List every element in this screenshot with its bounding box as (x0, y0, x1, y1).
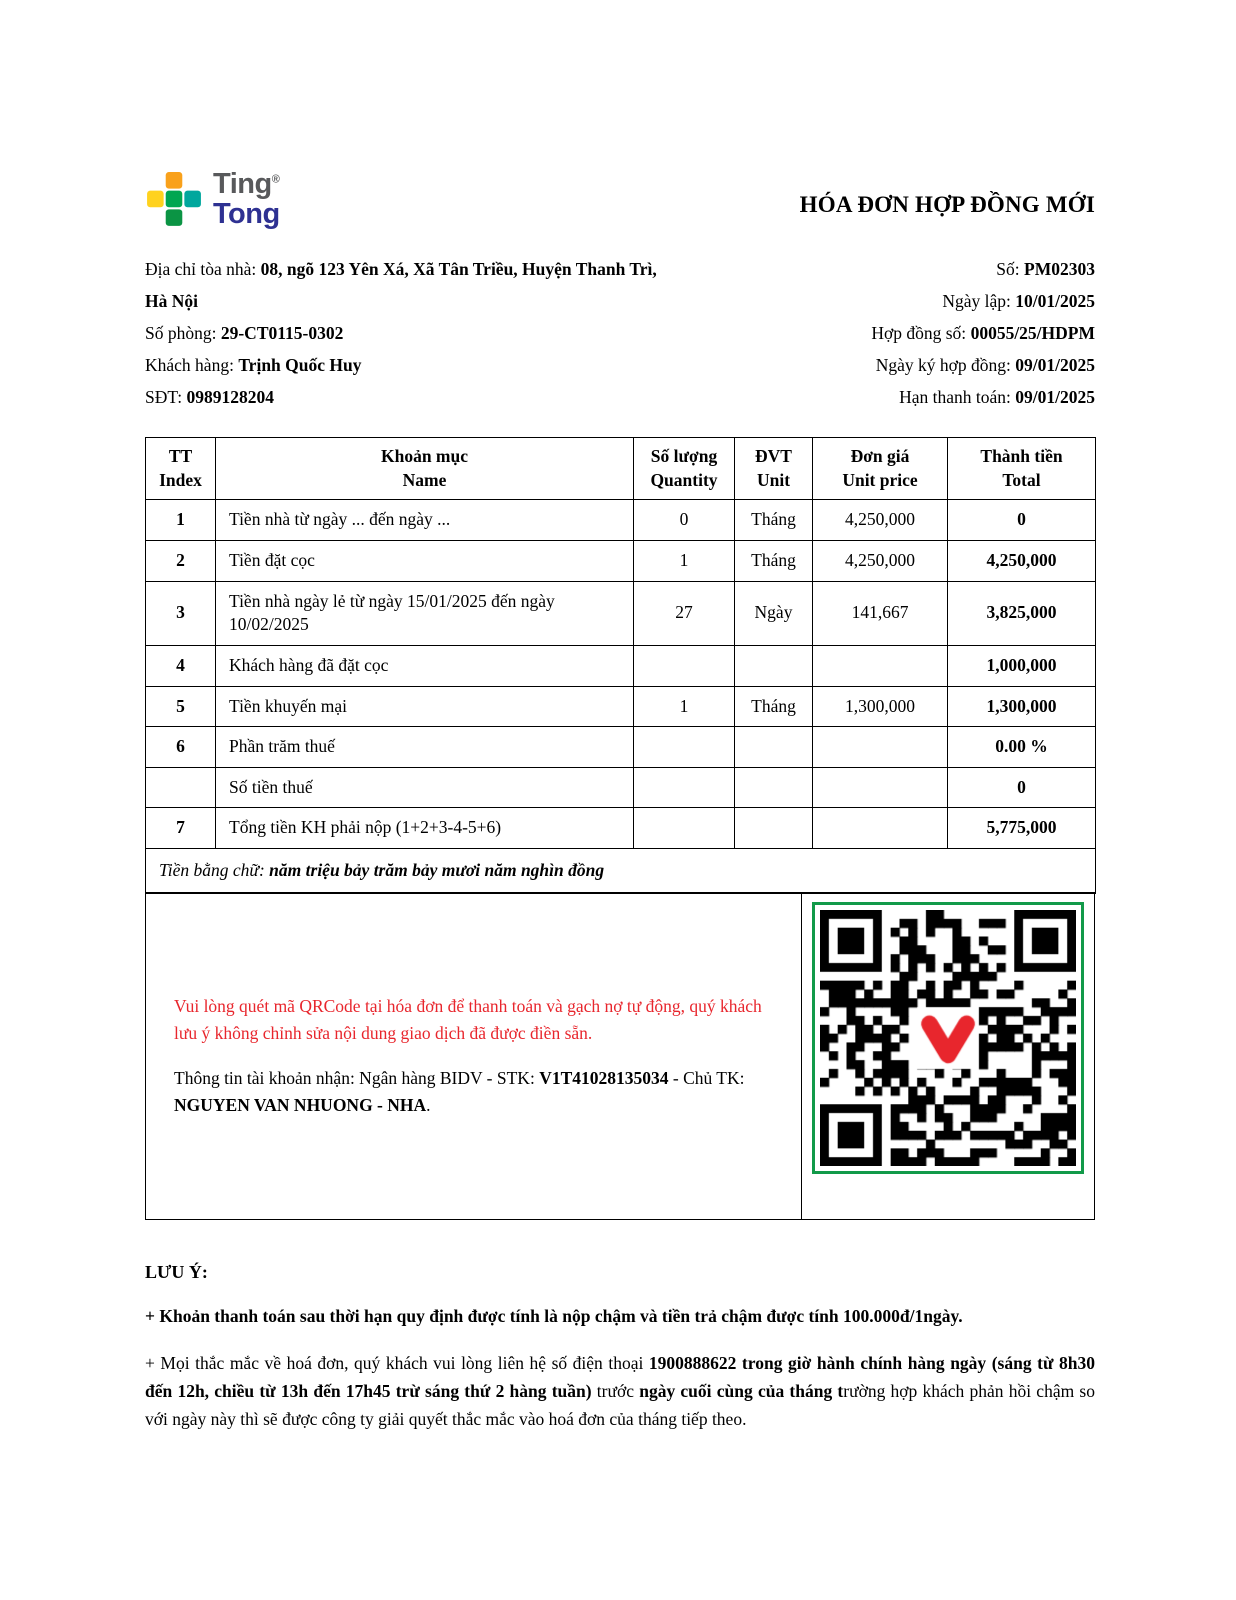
contract-sign-date-line: Ngày ký hợp đồng: 09/01/2025 (875, 355, 1095, 376)
table-row (146, 500, 1096, 541)
payment-box (145, 892, 1095, 1220)
cell-unit-price: 4,250,000 (813, 541, 948, 582)
cell-unit-price (813, 767, 948, 808)
cell-index: 7 (146, 808, 216, 849)
invoice-items-table (145, 437, 1096, 894)
issue-date-line: Ngày lập: 10/01/2025 (942, 291, 1095, 312)
cell-total: 5,775,000 (948, 808, 1096, 849)
cell-quantity: 1 (634, 541, 735, 582)
amount-in-words-row (146, 849, 1096, 894)
invoice-meta (871, 253, 1095, 413)
table-row (146, 767, 1096, 808)
qr-area (802, 893, 1094, 1219)
hotline-note: + Mọi thắc mắc về hoá đơn, quý khách vui lòng liên hệ số điện thoại 1900888622 trong giờ hành chính hàng ngày (sáng từ 8h30 đến 12h, chiều từ 13h đến 17h45 trừ sáng thứ 2 hàng tuần) trước ngày cuối cùng của tháng trường hợp khách phản hồi chậm so với ngày này thì sẽ được công ty giải quyết thắc mắc vào hoá đơn của tháng tiếp theo. (145, 1353, 1095, 1429)
col-header-index: TT Index (146, 438, 216, 500)
registered-mark: ® (271, 173, 280, 186)
cell-name: Phần trăm thuế (216, 727, 634, 768)
building-address-line: Địa chỉ tòa nhà: 08, ngõ 123 Yên Xá, Xã Tân Triều, Huyện Thanh Trì, Hà Nội (145, 259, 657, 312)
cell-quantity (634, 727, 735, 768)
cell-name: Tiền khuyến mại (216, 686, 634, 727)
table-header-row (146, 438, 1096, 500)
room-number-line: Số phòng: 29-CT0115-0302 (145, 323, 344, 344)
cell-quantity: 1 (634, 686, 735, 727)
notes-heading: LƯU Ý: (145, 1262, 208, 1283)
col-header-unit: ĐVT Unit (735, 438, 813, 500)
cell-name: Tiền nhà ngày lẻ từ ngày 15/01/2025 đến ngày 10/02/2025 (216, 581, 634, 645)
tingtong-logo-text (213, 170, 280, 229)
cell-unit (735, 767, 813, 808)
cell-unit-price: 141,667 (813, 581, 948, 645)
cell-index (146, 767, 216, 808)
cell-name: Tiền đặt cọc (216, 541, 634, 582)
phone-line: SĐT: 0989128204 (145, 387, 274, 408)
customer-info (145, 253, 657, 413)
table-row (146, 581, 1096, 645)
qr-frame (812, 902, 1084, 1174)
cell-index: 2 (146, 541, 216, 582)
logo-word-ting: Ting® (213, 168, 280, 200)
col-header-name: Khoản mục Name (216, 438, 634, 500)
cell-unit (735, 727, 813, 768)
cell-index: 6 (146, 727, 216, 768)
col-header-total: Thành tiền Total (948, 438, 1096, 500)
cell-index: 3 (146, 581, 216, 645)
cell-unit (735, 645, 813, 686)
col-header-quantity: Số lượng Quantity (634, 438, 735, 500)
table-row (146, 808, 1096, 849)
late-payment-note: + Khoản thanh toán sau thời hạn quy định được tính là nộp chậm và tiền trả chậm được tính 100.000đ/1ngày. (145, 1306, 963, 1327)
amount-in-words: Tiền bằng chữ: năm triệu bảy trăm bảy mươi năm nghìn đồng (146, 849, 1096, 894)
cell-total: 0 (948, 500, 1096, 541)
invoice-title: HÓA ĐƠN HỢP ĐỒNG MỚI (799, 192, 1095, 217)
due-date-line: Hạn thanh toán: 09/01/2025 (899, 387, 1095, 408)
cell-total: 1,300,000 (948, 686, 1096, 727)
cell-unit: Ngày (735, 581, 813, 645)
cell-unit: Tháng (735, 500, 813, 541)
table-row (146, 727, 1096, 768)
table-row (146, 645, 1096, 686)
cell-index: 1 (146, 500, 216, 541)
logo-word-tong: Tong (213, 197, 280, 230)
cell-total: 4,250,000 (948, 541, 1096, 582)
tingtong-logo (145, 170, 280, 229)
invoice-number-line: Số: PM02303 (996, 259, 1095, 280)
cell-quantity: 27 (634, 581, 735, 645)
table-row (146, 686, 1096, 727)
qr-warning-note: Vui lòng quét mã QRCode tại hóa đơn để thanh toán và gạch nợ tự động, quý khách lưu ý không chỉnh sửa nội dung giao dịch đã được điền sẵn. (174, 995, 762, 1044)
cell-unit-price (813, 645, 948, 686)
cell-total: 0 (948, 767, 1096, 808)
bank-account-info: Thông tin tài khoản nhận: Ngân hàng BIDV - STK: V1T41028135034 - Chủ TK: NGUYEN VAN NHUONG - NHA. (174, 1068, 745, 1116)
col-header-unit-price: Đơn giá Unit price (813, 438, 948, 500)
cell-unit-price: 4,250,000 (813, 500, 948, 541)
payment-instructions (146, 893, 802, 1219)
cell-total: 3,825,000 (948, 581, 1096, 645)
cell-index: 5 (146, 686, 216, 727)
cell-unit-price (813, 808, 948, 849)
cell-name: Tiền nhà từ ngày ... đến ngày ... (216, 500, 634, 541)
cell-name: Số tiền thuế (216, 767, 634, 808)
contract-number-line: Hợp đồng số: 00055/25/HDPM (871, 323, 1095, 344)
tingtong-logo-icon (145, 171, 203, 229)
cell-unit (735, 808, 813, 849)
cell-unit-price (813, 727, 948, 768)
payment-qr-code (820, 910, 1076, 1166)
invoice-header (145, 170, 1095, 229)
cell-total: 1,000,000 (948, 645, 1096, 686)
cell-total: 0.00 % (948, 727, 1096, 768)
customer-name-line: Khách hàng: Trịnh Quốc Huy (145, 355, 362, 376)
cell-name: Khách hàng đã đặt cọc (216, 645, 634, 686)
invoice-info (145, 253, 1095, 413)
cell-index: 4 (146, 645, 216, 686)
cell-quantity (634, 767, 735, 808)
footer-notes (145, 1262, 1095, 1433)
table-row (146, 541, 1096, 582)
cell-unit-price: 1,300,000 (813, 686, 948, 727)
cell-quantity (634, 645, 735, 686)
cell-quantity (634, 808, 735, 849)
cell-name: Tổng tiền KH phải nộp (1+2+3-4-5+6) (216, 808, 634, 849)
cell-unit: Tháng (735, 541, 813, 582)
cell-unit: Tháng (735, 686, 813, 727)
cell-quantity: 0 (634, 500, 735, 541)
